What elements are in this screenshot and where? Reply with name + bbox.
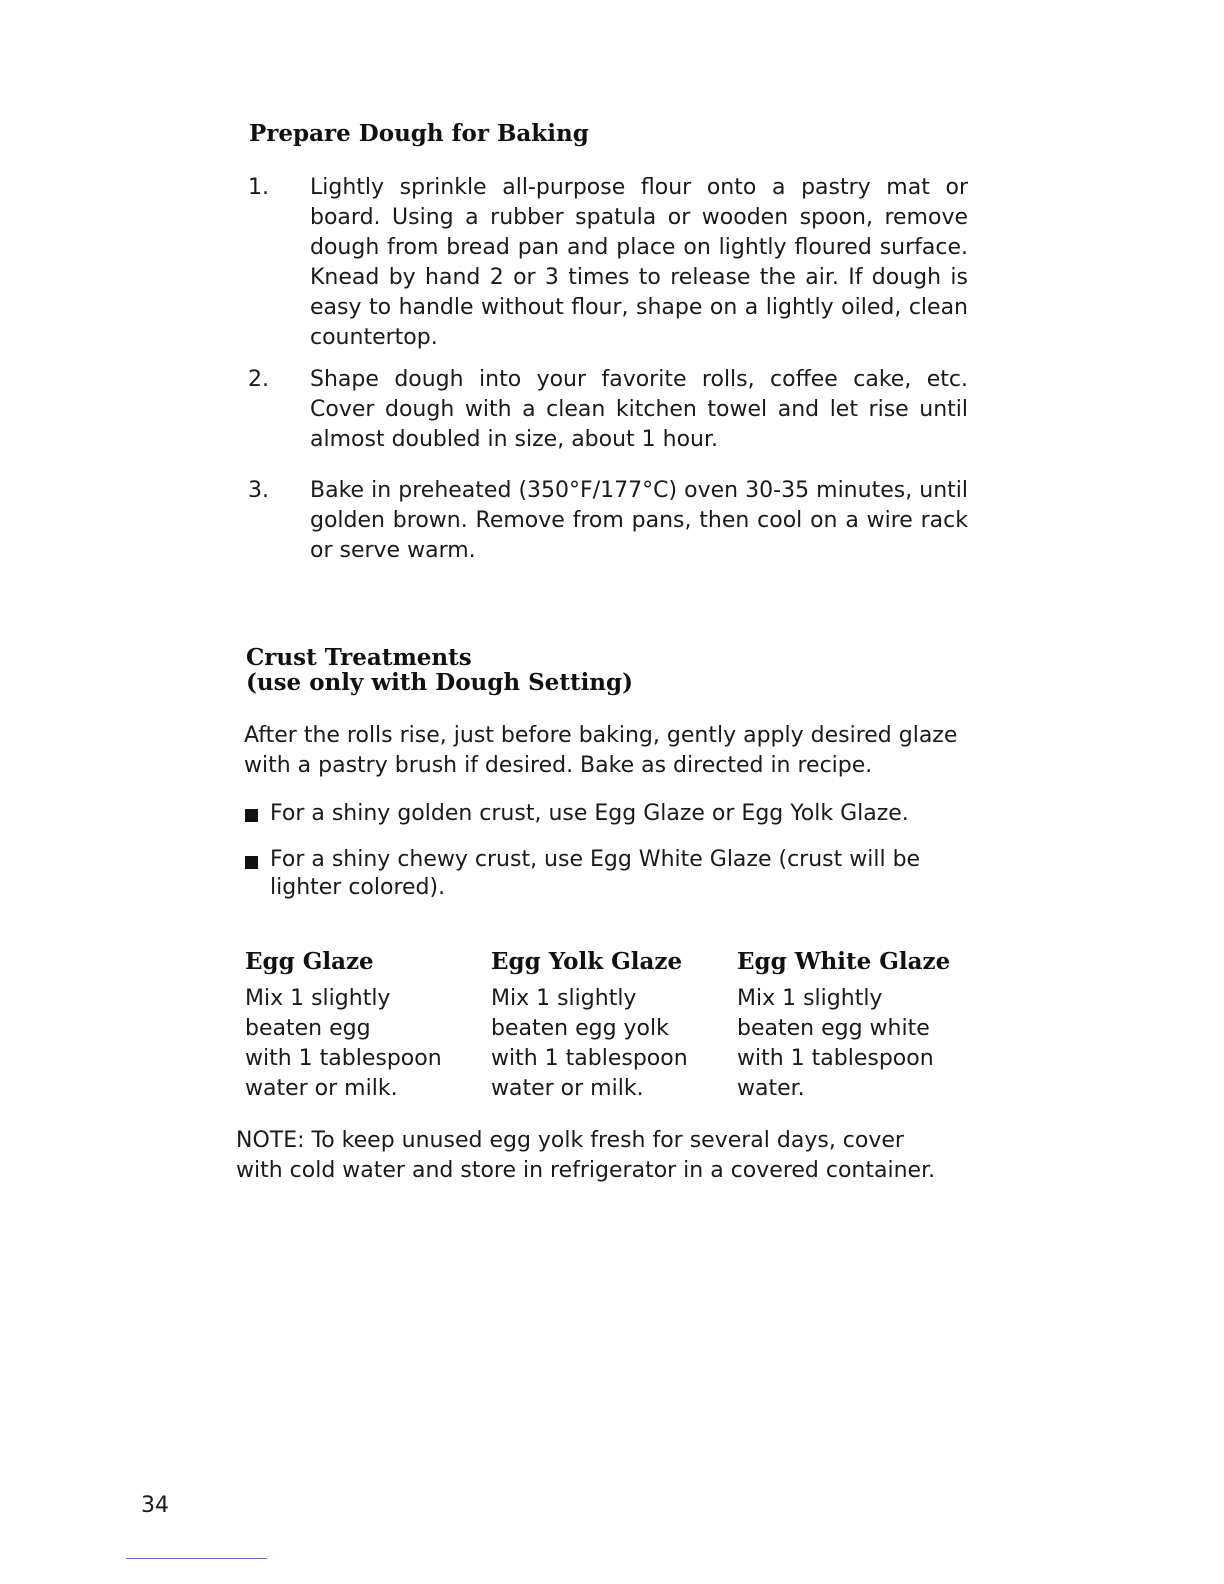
- step-text: Shape dough into your favorite rolls, coffee cake, etc. Cover dough with a clean kitchen towel and let rise until almost doubled in size, about 1 hour.: [310, 367, 968, 452]
- step-number: 2.: [248, 367, 269, 392]
- step-item: [248, 173, 968, 353]
- step-text: Lightly sprinkle all-purpose flour onto a pastry mat or board. Using a rubber spatula or wooden spoon, remove dough from bread pan and place on lightly floured surface. Knead by hand 2 or 3 times to release the air. If dough is easy to handle without flour, shape on a lightly oiled, clean countertop.: [310, 175, 968, 350]
- crust-heading-line1: Crust Treatments: [246, 644, 472, 671]
- glaze-line: beaten egg white: [737, 1016, 930, 1041]
- bullet-square-icon: [245, 809, 258, 822]
- step-item: [248, 476, 968, 566]
- glaze-line: beaten egg: [245, 1016, 371, 1041]
- glaze-title: Egg Yolk Glaze: [491, 948, 683, 975]
- glaze-line: water or milk.: [491, 1076, 644, 1101]
- page-number: 34: [141, 1493, 169, 1518]
- glaze-title: Egg White Glaze: [737, 948, 951, 975]
- bullet-item: [245, 799, 945, 829]
- glaze-line: with 1 tablespoon: [491, 1046, 688, 1071]
- prepare-dough-heading: Prepare Dough for Baking: [249, 120, 589, 147]
- crust-intro-paragraph: After the rolls rise, just before baking, gently apply desired glaze with a pastry brush if desired. Bake as directed in recipe.: [244, 723, 958, 778]
- glaze-line: with 1 tablespoon: [245, 1046, 442, 1071]
- storage-note: NOTE: To keep unused egg yolk fresh for several days, cover with cold water and store in refrigerator in a covered container.: [236, 1128, 936, 1183]
- bullet-item: [245, 846, 945, 902]
- step-item: [248, 365, 968, 455]
- egg-white-glaze-column: [737, 949, 977, 1104]
- step-text: Bake in preheated (350°F/177°C) oven 30-35 minutes, until golden brown. Remove from pans, then cool on a wire rack or serve warm.: [310, 478, 968, 563]
- crust-heading-line2: (use only with Dough Setting): [246, 669, 633, 696]
- glaze-line: Mix 1 slightly: [491, 986, 637, 1011]
- bullet-square-icon: [245, 856, 258, 869]
- crust-treatments-heading: [246, 645, 633, 695]
- bullet-text: For a shiny golden crust, use Egg Glaze or Egg Yolk Glaze.: [270, 801, 909, 826]
- glaze-line: Mix 1 slightly: [737, 986, 883, 1011]
- glaze-line: with 1 tablespoon: [737, 1046, 934, 1071]
- step-number: 3.: [248, 478, 269, 503]
- glaze-line: beaten egg yolk: [491, 1016, 669, 1041]
- bullet-text: For a shiny chewy crust, use Egg White Glaze (crust will be lighter colored).: [270, 847, 921, 900]
- glaze-line: Mix 1 slightly: [245, 986, 391, 1011]
- glaze-title: Egg Glaze: [245, 948, 374, 975]
- step-number: 1.: [248, 175, 269, 200]
- egg-yolk-glaze-column: [491, 949, 731, 1104]
- glaze-line: water.: [737, 1076, 805, 1101]
- egg-glaze-column: [245, 949, 485, 1104]
- footer-divider: [126, 1558, 267, 1559]
- glaze-line: water or milk.: [245, 1076, 398, 1101]
